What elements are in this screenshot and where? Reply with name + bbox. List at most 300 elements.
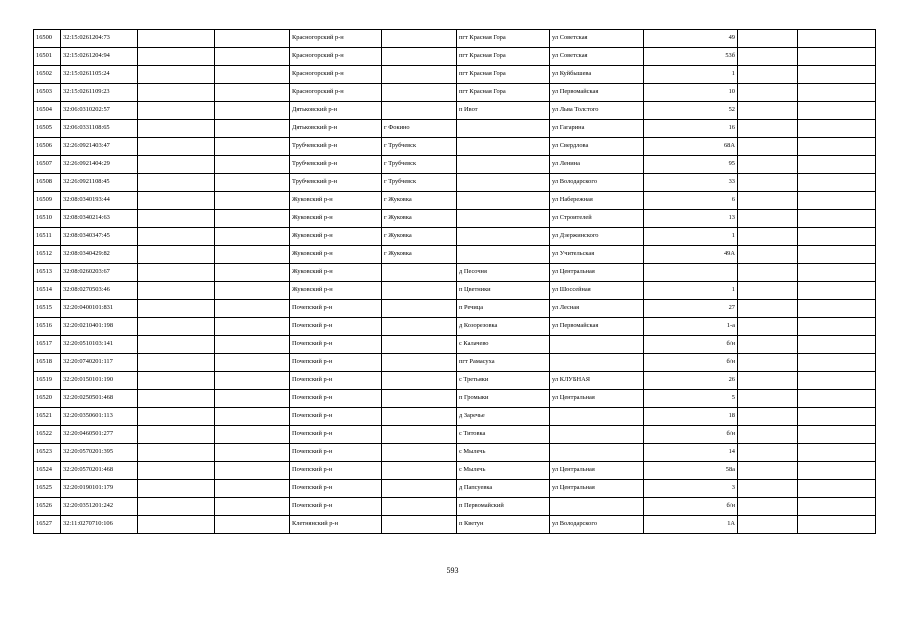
cell-blank-col-11	[798, 30, 876, 48]
cell-row-number: 16502	[34, 66, 61, 84]
cell-street: ул Набережная	[550, 192, 644, 210]
cell-city	[382, 84, 457, 102]
cell-blank-col-4	[215, 372, 290, 390]
cell-settlement	[457, 174, 550, 192]
cell-street: ул Гагарина	[550, 120, 644, 138]
table-row	[34, 48, 876, 66]
cell-house-number: 1-а	[644, 318, 738, 336]
cell-street: ул Советская	[550, 48, 644, 66]
cell-blank-col-11	[798, 444, 876, 462]
cell-district: Почепский р-н	[290, 354, 382, 372]
cell-cadastral-number: 32:20:0351201:242	[61, 498, 138, 516]
cell-blank-col-11	[798, 138, 876, 156]
cell-city	[382, 372, 457, 390]
cell-row-number: 16525	[34, 480, 61, 498]
cell-house-number: 5	[644, 390, 738, 408]
table-row	[34, 228, 876, 246]
cell-street: ул Куйбышева	[550, 66, 644, 84]
cell-house-number: 1	[644, 282, 738, 300]
cell-house-number: б/н	[644, 354, 738, 372]
cell-blank-col-3	[138, 480, 215, 498]
cell-blank-col-3	[138, 228, 215, 246]
cell-street: ул Шоссейная	[550, 282, 644, 300]
cell-blank-col-11	[798, 300, 876, 318]
cell-cadastral-number: 32:08:0340347:45	[61, 228, 138, 246]
cell-city: г Фокино	[382, 120, 457, 138]
cell-district: Дятьковский р-н	[290, 120, 382, 138]
cell-street: ул КЛУБНАЯ	[550, 372, 644, 390]
table-row	[34, 444, 876, 462]
table-row	[34, 138, 876, 156]
cell-blank-col-11	[798, 66, 876, 84]
cell-district: Красногорский р-н	[290, 48, 382, 66]
cell-district: Жуковский р-н	[290, 210, 382, 228]
table-row	[34, 246, 876, 264]
cell-blank-col-4	[215, 156, 290, 174]
cell-blank-col-4	[215, 444, 290, 462]
cell-blank-col-10	[738, 426, 798, 444]
cell-blank-col-11	[798, 498, 876, 516]
cell-blank-col-4	[215, 210, 290, 228]
cell-settlement: с Третьяки	[457, 372, 550, 390]
cell-blank-col-10	[738, 210, 798, 228]
cell-blank-col-10	[738, 390, 798, 408]
cell-street: ул Строителей	[550, 210, 644, 228]
cell-district: Трубчевский р-н	[290, 138, 382, 156]
table-row	[34, 408, 876, 426]
cell-settlement: пгт Красная Гора	[457, 48, 550, 66]
cell-blank-col-10	[738, 444, 798, 462]
cell-blank-col-10	[738, 138, 798, 156]
cell-city: г Жуковка	[382, 210, 457, 228]
table-row	[34, 84, 876, 102]
cell-district: Почепский р-н	[290, 318, 382, 336]
cell-cadastral-number: 32:20:0740201:117	[61, 354, 138, 372]
cell-blank-col-4	[215, 426, 290, 444]
cell-street: ул Центральная	[550, 480, 644, 498]
cell-blank-col-3	[138, 120, 215, 138]
cell-blank-col-10	[738, 120, 798, 138]
cell-house-number: 95	[644, 156, 738, 174]
cell-district: Жуковский р-н	[290, 228, 382, 246]
cell-cadastral-number: 32:20:0250501:468	[61, 390, 138, 408]
cell-row-number: 16511	[34, 228, 61, 246]
cell-row-number: 16517	[34, 336, 61, 354]
cell-blank-col-11	[798, 516, 876, 534]
cell-row-number: 16509	[34, 192, 61, 210]
cell-blank-col-4	[215, 174, 290, 192]
cell-house-number: 27	[644, 300, 738, 318]
cell-row-number: 16521	[34, 408, 61, 426]
cell-district: Жуковский р-н	[290, 282, 382, 300]
table-row	[34, 210, 876, 228]
cell-street: ул Первомайская	[550, 318, 644, 336]
table-row	[34, 66, 876, 84]
cell-district: Красногорский р-н	[290, 30, 382, 48]
cell-district: Почепский р-н	[290, 408, 382, 426]
cell-house-number	[644, 264, 738, 282]
cell-district: Почепский р-н	[290, 444, 382, 462]
cell-settlement: п Кветун	[457, 516, 550, 534]
cell-settlement	[457, 138, 550, 156]
cell-row-number: 16508	[34, 174, 61, 192]
cell-city	[382, 498, 457, 516]
cell-street: ул Центральная	[550, 390, 644, 408]
cell-city	[382, 462, 457, 480]
cell-cadastral-number: 32:20:0150101:190	[61, 372, 138, 390]
cell-settlement: д Папсуевка	[457, 480, 550, 498]
table-row	[34, 156, 876, 174]
cell-blank-col-4	[215, 408, 290, 426]
cell-street: ул Центральная	[550, 264, 644, 282]
cell-house-number: 18	[644, 408, 738, 426]
cell-house-number: 58а	[644, 462, 738, 480]
cell-row-number: 16510	[34, 210, 61, 228]
cell-settlement: пгт Красная Гора	[457, 30, 550, 48]
cell-settlement	[457, 210, 550, 228]
cell-blank-col-3	[138, 498, 215, 516]
cell-district: Почепский р-н	[290, 426, 382, 444]
cell-house-number: 3	[644, 480, 738, 498]
cell-settlement: пгт Красная Гора	[457, 84, 550, 102]
table-row	[34, 192, 876, 210]
cell-blank-col-11	[798, 390, 876, 408]
cell-district: Почепский р-н	[290, 462, 382, 480]
cell-settlement: п Первомайский	[457, 498, 550, 516]
cell-cadastral-number: 32:15:0261204:73	[61, 30, 138, 48]
cell-street: ул Советская	[550, 30, 644, 48]
cell-house-number: 6	[644, 192, 738, 210]
cell-street: ул Первомайская	[550, 84, 644, 102]
cell-blank-col-11	[798, 102, 876, 120]
cell-blank-col-4	[215, 462, 290, 480]
cell-house-number: 53б	[644, 48, 738, 66]
cell-blank-col-10	[738, 174, 798, 192]
cell-blank-col-3	[138, 372, 215, 390]
cell-blank-col-3	[138, 264, 215, 282]
cell-cadastral-number: 32:26:0921403:47	[61, 138, 138, 156]
cell-district: Почепский р-н	[290, 480, 382, 498]
cell-blank-col-3	[138, 426, 215, 444]
table-row	[34, 30, 876, 48]
cell-city	[382, 264, 457, 282]
cell-blank-col-3	[138, 318, 215, 336]
cell-cadastral-number: 32:20:0190101:179	[61, 480, 138, 498]
cell-house-number: б/н	[644, 426, 738, 444]
cell-blank-col-10	[738, 354, 798, 372]
cell-blank-col-4	[215, 336, 290, 354]
registry-table-body	[34, 30, 876, 534]
cell-settlement: п Цветники	[457, 282, 550, 300]
cell-row-number: 16500	[34, 30, 61, 48]
cell-city	[382, 444, 457, 462]
cell-city	[382, 282, 457, 300]
cell-street: ул Свердлова	[550, 138, 644, 156]
cell-cadastral-number: 32:08:0340193:44	[61, 192, 138, 210]
cell-blank-col-10	[738, 318, 798, 336]
cell-cadastral-number: 32:20:0570201:468	[61, 462, 138, 480]
cell-blank-col-10	[738, 84, 798, 102]
cell-blank-col-11	[798, 372, 876, 390]
cell-district: Жуковский р-н	[290, 192, 382, 210]
cell-blank-col-3	[138, 246, 215, 264]
cell-house-number: 14	[644, 444, 738, 462]
cell-cadastral-number: 32:11:0270710:106	[61, 516, 138, 534]
registry-table	[33, 29, 876, 534]
cell-street: ул Дзержинского	[550, 228, 644, 246]
cell-settlement: п Громыки	[457, 390, 550, 408]
cell-blank-col-3	[138, 48, 215, 66]
cell-blank-col-3	[138, 300, 215, 318]
cell-street	[550, 408, 644, 426]
cell-blank-col-10	[738, 156, 798, 174]
cell-blank-col-3	[138, 444, 215, 462]
table-row	[34, 318, 876, 336]
cell-street	[550, 336, 644, 354]
cell-street	[550, 498, 644, 516]
cell-blank-col-10	[738, 192, 798, 210]
table-row	[34, 516, 876, 534]
cell-blank-col-10	[738, 246, 798, 264]
cell-blank-col-11	[798, 192, 876, 210]
cell-blank-col-4	[215, 192, 290, 210]
cell-blank-col-4	[215, 84, 290, 102]
cell-district: Почепский р-н	[290, 498, 382, 516]
cell-blank-col-3	[138, 516, 215, 534]
cell-blank-col-11	[798, 174, 876, 192]
cell-blank-col-4	[215, 66, 290, 84]
cell-settlement: с Мылечь	[457, 444, 550, 462]
cell-blank-col-11	[798, 120, 876, 138]
cell-row-number: 16503	[34, 84, 61, 102]
cell-blank-col-4	[215, 264, 290, 282]
cell-district: Дятьковский р-н	[290, 102, 382, 120]
cell-blank-col-11	[798, 210, 876, 228]
cell-blank-col-10	[738, 300, 798, 318]
table-row	[34, 426, 876, 444]
cell-row-number: 16522	[34, 426, 61, 444]
cell-street: ул Володарского	[550, 516, 644, 534]
cell-blank-col-10	[738, 30, 798, 48]
cell-settlement: с Калачево	[457, 336, 550, 354]
cell-cadastral-number: 32:20:0570201:395	[61, 444, 138, 462]
cell-blank-col-11	[798, 156, 876, 174]
cell-blank-col-10	[738, 336, 798, 354]
cell-city	[382, 66, 457, 84]
cell-district: Жуковский р-н	[290, 246, 382, 264]
table-row	[34, 462, 876, 480]
cell-city	[382, 408, 457, 426]
cell-row-number: 16520	[34, 390, 61, 408]
cell-settlement	[457, 156, 550, 174]
cell-blank-col-3	[138, 408, 215, 426]
cell-blank-col-10	[738, 480, 798, 498]
table-row	[34, 354, 876, 372]
cell-blank-col-3	[138, 282, 215, 300]
cell-blank-col-4	[215, 30, 290, 48]
cell-settlement: д Заречье	[457, 408, 550, 426]
cell-district: Жуковский р-н	[290, 264, 382, 282]
cell-city	[382, 30, 457, 48]
cell-house-number: 52	[644, 102, 738, 120]
cell-row-number: 16506	[34, 138, 61, 156]
cell-blank-col-11	[798, 480, 876, 498]
cell-row-number: 16504	[34, 102, 61, 120]
cell-row-number: 16513	[34, 264, 61, 282]
cell-blank-col-10	[738, 498, 798, 516]
cell-house-number: 13	[644, 210, 738, 228]
cell-city	[382, 102, 457, 120]
cell-row-number: 16512	[34, 246, 61, 264]
cell-street: ул Лесная	[550, 300, 644, 318]
cell-blank-col-3	[138, 84, 215, 102]
cell-cadastral-number: 32:06:0310202:57	[61, 102, 138, 120]
cell-city	[382, 480, 457, 498]
cell-blank-col-10	[738, 102, 798, 120]
cell-city	[382, 48, 457, 66]
cell-row-number: 16507	[34, 156, 61, 174]
cell-blank-col-3	[138, 354, 215, 372]
cell-settlement	[457, 120, 550, 138]
cell-settlement: п Ивот	[457, 102, 550, 120]
cell-city: г Жуковка	[382, 192, 457, 210]
cell-district: Почепский р-н	[290, 372, 382, 390]
cell-house-number: б/н	[644, 498, 738, 516]
cell-blank-col-11	[798, 48, 876, 66]
cell-blank-col-10	[738, 516, 798, 534]
cell-street: ул Льва Толстого	[550, 102, 644, 120]
cell-settlement	[457, 228, 550, 246]
cell-blank-col-3	[138, 210, 215, 228]
cell-row-number: 16505	[34, 120, 61, 138]
cell-blank-col-4	[215, 498, 290, 516]
cell-city: г Трубчевск	[382, 138, 457, 156]
cell-city: г Трубчевск	[382, 174, 457, 192]
cell-street	[550, 426, 644, 444]
cell-house-number: 1	[644, 66, 738, 84]
cell-district: Почепский р-н	[290, 300, 382, 318]
cell-cadastral-number: 32:26:0921404:29	[61, 156, 138, 174]
cell-blank-col-4	[215, 390, 290, 408]
cell-blank-col-4	[215, 516, 290, 534]
table-row	[34, 336, 876, 354]
cell-blank-col-10	[738, 66, 798, 84]
cell-blank-col-10	[738, 264, 798, 282]
cell-district: Трубчевский р-н	[290, 156, 382, 174]
cell-city	[382, 300, 457, 318]
cell-cadastral-number: 32:08:0260203:67	[61, 264, 138, 282]
cell-blank-col-11	[798, 462, 876, 480]
cell-cadastral-number: 32:20:0400101:831	[61, 300, 138, 318]
cell-cadastral-number: 32:08:0340429:82	[61, 246, 138, 264]
table-row	[34, 120, 876, 138]
cell-blank-col-10	[738, 372, 798, 390]
cell-city: г Жуковка	[382, 246, 457, 264]
cell-blank-col-11	[798, 228, 876, 246]
cell-house-number: 68А	[644, 138, 738, 156]
cell-blank-col-4	[215, 354, 290, 372]
cell-blank-col-4	[215, 282, 290, 300]
cell-cadastral-number: 32:26:0921108:45	[61, 174, 138, 192]
cell-district: Красногорский р-н	[290, 84, 382, 102]
cell-blank-col-3	[138, 462, 215, 480]
cell-blank-col-11	[798, 264, 876, 282]
cell-blank-col-4	[215, 300, 290, 318]
cell-blank-col-4	[215, 228, 290, 246]
cell-blank-col-3	[138, 156, 215, 174]
cell-settlement	[457, 246, 550, 264]
cell-blank-col-10	[738, 282, 798, 300]
table-row	[34, 498, 876, 516]
page-number: 593	[446, 566, 459, 575]
cell-blank-col-3	[138, 174, 215, 192]
cell-house-number: 16	[644, 120, 738, 138]
cell-blank-col-11	[798, 336, 876, 354]
cell-blank-col-4	[215, 246, 290, 264]
cell-blank-col-3	[138, 30, 215, 48]
cell-district: Трубчевский р-н	[290, 174, 382, 192]
table-row	[34, 174, 876, 192]
cell-city: г Трубчевск	[382, 156, 457, 174]
table-row	[34, 390, 876, 408]
cell-cadastral-number: 32:06:0331108:65	[61, 120, 138, 138]
cell-blank-col-4	[215, 102, 290, 120]
cell-blank-col-3	[138, 66, 215, 84]
cell-row-number: 16501	[34, 48, 61, 66]
table-row	[34, 300, 876, 318]
cell-district: Почепский р-н	[290, 390, 382, 408]
table-row	[34, 480, 876, 498]
cell-blank-col-11	[798, 354, 876, 372]
cell-row-number: 16523	[34, 444, 61, 462]
cell-city	[382, 390, 457, 408]
cell-blank-col-11	[798, 318, 876, 336]
cell-blank-col-4	[215, 138, 290, 156]
cell-blank-col-10	[738, 408, 798, 426]
table-row	[34, 102, 876, 120]
cell-city	[382, 426, 457, 444]
cell-cadastral-number: 32:15:0261109:23	[61, 84, 138, 102]
cell-blank-col-11	[798, 282, 876, 300]
cell-city: г Жуковка	[382, 228, 457, 246]
cell-cadastral-number: 32:20:0460501:277	[61, 426, 138, 444]
cell-house-number: 1А	[644, 516, 738, 534]
cell-street: ул Ленина	[550, 156, 644, 174]
cell-blank-col-10	[738, 48, 798, 66]
cell-city	[382, 318, 457, 336]
cell-cadastral-number: 32:20:0350601:113	[61, 408, 138, 426]
cell-cadastral-number: 32:15:0261105:24	[61, 66, 138, 84]
cell-street	[550, 444, 644, 462]
cell-street: ул Учительская	[550, 246, 644, 264]
cell-district: Почепский р-н	[290, 336, 382, 354]
cell-blank-col-3	[138, 102, 215, 120]
cell-house-number: б/н	[644, 336, 738, 354]
cell-cadastral-number: 32:08:0340214:63	[61, 210, 138, 228]
cell-house-number: 1	[644, 228, 738, 246]
cell-row-number: 16527	[34, 516, 61, 534]
cell-blank-col-4	[215, 48, 290, 66]
cell-street	[550, 354, 644, 372]
cell-row-number: 16519	[34, 372, 61, 390]
cell-blank-col-3	[138, 336, 215, 354]
cell-settlement: с Титовка	[457, 426, 550, 444]
cell-cadastral-number: 32:15:0261204:94	[61, 48, 138, 66]
cell-settlement: с Мылечь	[457, 462, 550, 480]
cell-row-number: 16518	[34, 354, 61, 372]
cell-row-number: 16515	[34, 300, 61, 318]
cell-blank-col-3	[138, 192, 215, 210]
